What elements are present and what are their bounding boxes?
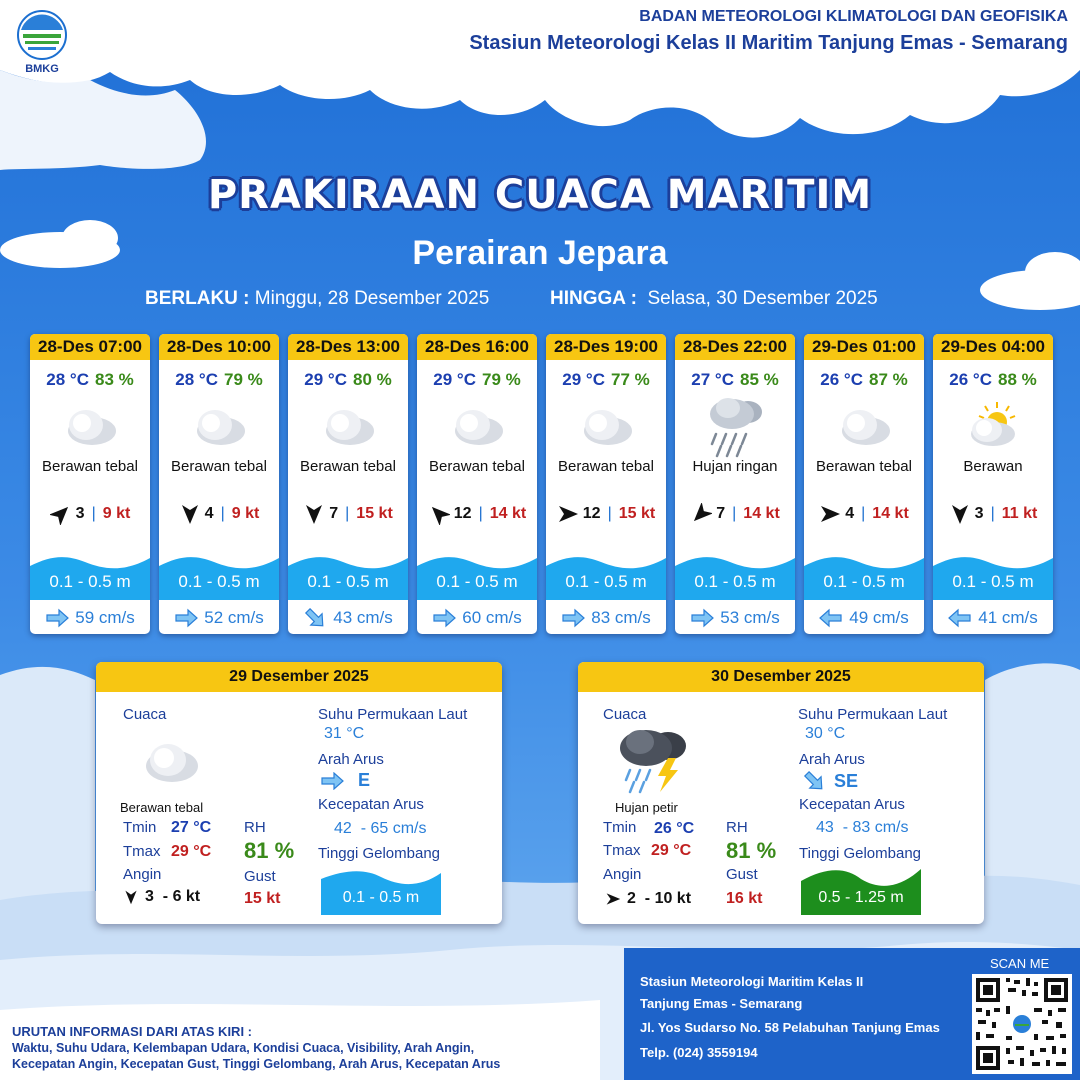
weather-condition: Berawan tebal <box>816 458 912 475</box>
gust-speed: 9 kt <box>231 505 260 522</box>
forecast-time: 28-Des 16:00 <box>417 334 537 360</box>
forecast-temps <box>804 370 924 390</box>
weather-condition: Berawan tebal <box>300 458 396 475</box>
header <box>469 8 1068 55</box>
current-info <box>30 606 150 630</box>
station-name: Stasiun Meteorologi Kelas II Maritim Tanjung Emas - Semarang <box>469 32 1068 54</box>
wind-speed: 3 <box>974 505 984 522</box>
wave-height: 0.1 - 0.5 m <box>694 572 776 591</box>
air-temp: 28 °C <box>175 370 218 389</box>
wind-info <box>546 502 666 526</box>
current-speed-value: 42 - 65 cm/s <box>334 820 427 837</box>
weather-condition: Berawan tebal <box>42 458 138 475</box>
weather-label: Cuaca <box>603 706 647 723</box>
tmin-label: Tmin <box>603 819 637 836</box>
current-info <box>675 606 795 630</box>
humidity: 80 % <box>352 370 392 389</box>
humidity: 87 % <box>868 370 908 389</box>
page-subtitle: Perairan Jepara <box>412 234 668 272</box>
weather-icon-wrap <box>159 394 279 456</box>
forecast-time: 28-Des 19:00 <box>546 334 666 360</box>
forecast-temps <box>933 370 1053 390</box>
forecast-card <box>933 334 1053 634</box>
wind-speed: 4 <box>204 505 214 522</box>
forecast-time: 28-Des 13:00 <box>288 334 408 360</box>
station-address: Jl. Yos Sudarso No. 58 Pelabuhan Tanjung Emas <box>640 1020 940 1035</box>
gust-speed: 9 kt <box>102 505 131 522</box>
gust-value: 16 kt <box>726 890 763 907</box>
current-speed: 60 cm/s <box>462 608 522 627</box>
wave-height: 0.1 - 0.5 m <box>565 572 647 591</box>
wind-arrow-icon <box>123 889 139 905</box>
gust-speed: 15 kt <box>618 505 656 522</box>
current-arrow-icon <box>174 608 198 628</box>
station-line-1: Stasiun Meteorologi Maritim Kelas II <box>640 974 864 989</box>
wind-info <box>804 502 924 526</box>
current-dir-label: Arah Arus <box>799 751 865 768</box>
weather-icon-wrap <box>804 394 924 456</box>
wave-height: 0.1 - 0.5 m <box>49 572 131 591</box>
wind-value: 3 - 6 kt <box>145 888 201 905</box>
daily-card-30 <box>578 662 984 924</box>
separator: | <box>990 505 995 522</box>
sst-value: 31 °C <box>324 725 365 742</box>
weather-condition: Berawan tebal <box>171 458 267 475</box>
separator: | <box>607 505 612 522</box>
current-dir-value: SE <box>834 770 859 791</box>
current-speed: 43 cm/s <box>333 608 393 627</box>
wave-label: Tinggi Gelombang <box>318 845 441 862</box>
station-phone: Telp. (024) 3559194 <box>640 1045 758 1060</box>
wind-arrow-icon <box>690 503 712 525</box>
current-speed: 41 cm/s <box>978 608 1038 627</box>
gust-speed: 11 kt <box>1001 505 1038 522</box>
humidity: 83 % <box>94 370 134 389</box>
wave-label: Tinggi Gelombang <box>799 845 922 862</box>
forecast-card <box>675 334 795 634</box>
current-info <box>804 606 924 630</box>
daily-card-29 <box>96 662 502 924</box>
forecast-temps <box>288 370 408 390</box>
current-speed: 59 cm/s <box>75 608 135 627</box>
current-arrow-icon <box>432 608 456 628</box>
current-info <box>159 606 279 630</box>
weather-condition: Berawan <box>963 458 1023 475</box>
wind-speed: 7 <box>329 505 339 522</box>
forecast-temps <box>159 370 279 390</box>
current-speed-value: 43 - 83 cm/s <box>816 819 909 836</box>
forecast-time: 28-Des 22:00 <box>675 334 795 360</box>
thick-cloud-icon <box>836 403 892 447</box>
gust-speed: 14 kt <box>743 505 780 522</box>
current-arrow-icon <box>320 772 344 790</box>
forecast-card <box>159 334 279 634</box>
gust-speed: 14 kt <box>872 505 909 522</box>
current-arrow-icon <box>819 608 843 628</box>
forecast-time: 28-Des 10:00 <box>159 334 279 360</box>
validity-from-value: Minggu, 28 Desember 2025 <box>254 288 490 309</box>
current-arrow-icon <box>690 608 714 628</box>
org-name: BADAN METEOROLOGI KLIMATOLOGI DAN GEOFISIKA <box>639 8 1068 25</box>
tmax-value: 29 °C <box>651 842 692 859</box>
tmax-label: Tmax <box>603 842 641 859</box>
wind-info <box>30 502 150 526</box>
forecast-card <box>417 334 537 634</box>
wave-height: 0.1 - 0.5 m <box>952 572 1034 591</box>
light-rain-icon <box>702 392 768 458</box>
separator: | <box>732 505 737 522</box>
thick-cloud-icon <box>142 736 202 789</box>
forecast-card <box>804 334 924 634</box>
air-temp: 28 °C <box>46 370 89 389</box>
current-speed-label: Kecepatan Arus <box>799 796 905 813</box>
wind-label: Angin <box>603 866 642 883</box>
validity-to <box>550 288 878 310</box>
weather-condition: Berawan tebal <box>558 458 654 475</box>
station-line-2: Tanjung Emas - Semarang <box>640 996 803 1011</box>
forecast-card <box>288 334 408 634</box>
bmkg-logo-icon <box>17 10 67 60</box>
gust-label: Gust <box>244 868 276 885</box>
air-temp: 29 °C <box>562 370 605 389</box>
weather-condition: Berawan tebal <box>429 458 525 475</box>
weather-icon-wrap <box>675 394 795 456</box>
weather-label: Cuaca <box>123 706 167 723</box>
wind-info <box>675 502 795 526</box>
bmkg-logo <box>14 10 70 75</box>
daily-wind <box>605 890 691 908</box>
weather-icon-wrap <box>933 394 1053 456</box>
sst-label: Suhu Permukaan Laut <box>798 706 948 723</box>
current-speed: 52 cm/s <box>204 608 264 627</box>
validity-from <box>145 288 489 310</box>
wind-arrow-icon <box>605 891 621 907</box>
forecast-time: 29-Des 01:00 <box>804 334 924 360</box>
legend-line-1: Waktu, Suhu Udara, Kelembapan Udara, Kondisi Cuaca, Visibility, Arah Angin, <box>12 1041 475 1055</box>
thick-cloud-icon <box>62 403 118 447</box>
current-speed: 53 cm/s <box>720 608 780 627</box>
page-title: PRAKIRAAN CUACA MARITIM <box>207 172 873 218</box>
separator: | <box>220 505 225 522</box>
wind-info <box>933 502 1053 526</box>
wind-speed: 12 <box>453 505 472 522</box>
legend-title: URUTAN INFORMASI DARI ATAS KIRI : <box>12 1024 252 1039</box>
tmin-value: 27 °C <box>171 819 212 836</box>
daily-date: 30 Desember 2025 <box>578 662 984 692</box>
wind-speed: 12 <box>582 505 601 522</box>
gust-value: 15 kt <box>244 890 281 907</box>
forecast-temps <box>417 370 537 390</box>
rh-label: RH <box>726 819 748 836</box>
tmin-label: Tmin <box>123 819 157 836</box>
humidity: 88 % <box>997 370 1037 389</box>
wind-arrow-icon <box>949 503 971 525</box>
thunderstorm-icon <box>612 724 692 801</box>
humidity: 79 % <box>223 370 263 389</box>
humidity: 77 % <box>610 370 650 389</box>
tmin-value: 26 °C <box>654 820 695 837</box>
current-info <box>546 606 666 630</box>
daily-condition: Berawan tebal <box>120 800 204 815</box>
current-info <box>288 606 408 630</box>
wave-value: 0.1 - 0.5 m <box>342 889 420 906</box>
forecast-temps <box>675 370 795 390</box>
humidity: 79 % <box>481 370 521 389</box>
validity-from-label: BERLAKU : <box>145 288 250 309</box>
validity-to-value: Selasa, 30 Desember 2025 <box>647 288 878 309</box>
gust-label: Gust <box>726 866 758 883</box>
weather-icon-wrap <box>417 394 537 456</box>
wind-info <box>288 502 408 526</box>
rh-value: 81 % <box>244 838 295 863</box>
wave-height: 0.1 - 0.5 m <box>823 572 905 591</box>
wind-arrow-icon <box>179 503 201 525</box>
current-info <box>417 606 537 630</box>
wind-speed: 4 <box>845 505 855 522</box>
current-arrow-icon <box>561 608 585 628</box>
separator: | <box>861 505 866 522</box>
current-arrow-icon <box>948 608 972 628</box>
gust-speed: 14 kt <box>489 505 527 522</box>
separator: | <box>478 505 483 522</box>
daily-condition: Hujan petir <box>615 800 678 815</box>
wind-label: Angin <box>123 866 162 883</box>
wind-arrow-icon <box>303 503 325 525</box>
wave-height: 0.1 - 0.5 m <box>307 572 389 591</box>
wind-info <box>159 502 279 526</box>
current-speed: 49 cm/s <box>849 608 909 627</box>
current-dir-label: Arah Arus <box>318 751 384 768</box>
weather-icon-wrap <box>288 394 408 456</box>
rh-value: 81 % <box>726 838 777 863</box>
gust-speed: 15 kt <box>356 505 393 522</box>
air-temp: 29 °C <box>304 370 347 389</box>
legend <box>12 1024 500 1072</box>
current-speed: 83 cm/s <box>591 608 651 627</box>
thick-cloud-icon <box>191 403 247 447</box>
wind-info <box>417 502 537 526</box>
wind-arrow-icon <box>557 503 579 525</box>
air-temp: 26 °C <box>949 370 992 389</box>
wave-height: 0.1 - 0.5 m <box>178 572 260 591</box>
weather-condition: Hujan ringan <box>692 458 778 475</box>
daily-wind <box>123 888 200 906</box>
scan-me-label: SCAN ME <box>990 956 1050 971</box>
separator: | <box>345 505 350 522</box>
tmax-value: 29 °C <box>171 843 212 860</box>
rh-label: RH <box>244 819 266 836</box>
current-dir <box>320 770 370 791</box>
current-info <box>933 606 1053 630</box>
thick-cloud-icon <box>449 403 505 447</box>
wind-arrow-icon <box>50 503 72 525</box>
separator: | <box>91 505 96 522</box>
wave-height: 0.1 - 0.5 m <box>436 572 518 591</box>
current-dir-value: E <box>358 770 371 790</box>
wind-arrow-icon <box>819 503 841 525</box>
air-temp: 29 °C <box>433 370 476 389</box>
logo-text: BMKG <box>25 63 59 75</box>
forecast-time: 29-Des 04:00 <box>933 334 1053 360</box>
partly-cloudy-icon <box>963 400 1023 450</box>
qr-code-icon[interactable] <box>972 974 1072 1074</box>
current-arrow-icon <box>303 608 327 628</box>
forecast-card <box>546 334 666 634</box>
current-arrow-icon <box>802 770 826 792</box>
tmax-label: Tmax <box>123 843 161 860</box>
legend-line-2: Kecepatan Angin, Kecepatan Gust, Tinggi Gelombang, Arah Arus, Kecepatan Arus <box>12 1057 501 1071</box>
weather-icon-wrap <box>546 394 666 456</box>
sst-label: Suhu Permukaan Laut <box>318 706 468 723</box>
weather-icon-wrap <box>30 394 150 456</box>
wind-speed: 3 <box>75 505 85 522</box>
forecast-temps <box>546 370 666 390</box>
current-dir <box>802 770 858 792</box>
thick-cloud-icon <box>320 403 376 447</box>
humidity: 85 % <box>739 370 779 389</box>
current-arrow-icon <box>45 608 69 628</box>
forecast-time: 28-Des 07:00 <box>30 334 150 360</box>
current-speed-label: Kecepatan Arus <box>318 796 424 813</box>
wind-value: 2 - 10 kt <box>627 890 692 907</box>
daily-date: 29 Desember 2025 <box>96 662 502 692</box>
wave-value: 0.5 - 1.25 m <box>818 889 904 906</box>
sst-value: 30 °C <box>805 725 846 742</box>
forecast-card <box>30 334 150 634</box>
wind-arrow-icon <box>428 503 450 525</box>
thick-cloud-icon <box>578 403 634 447</box>
air-temp: 26 °C <box>820 370 863 389</box>
forecast-temps <box>30 370 150 390</box>
wind-speed: 7 <box>716 505 726 522</box>
air-temp: 27 °C <box>691 370 734 389</box>
validity-to-label: HINGGA : <box>550 288 637 309</box>
